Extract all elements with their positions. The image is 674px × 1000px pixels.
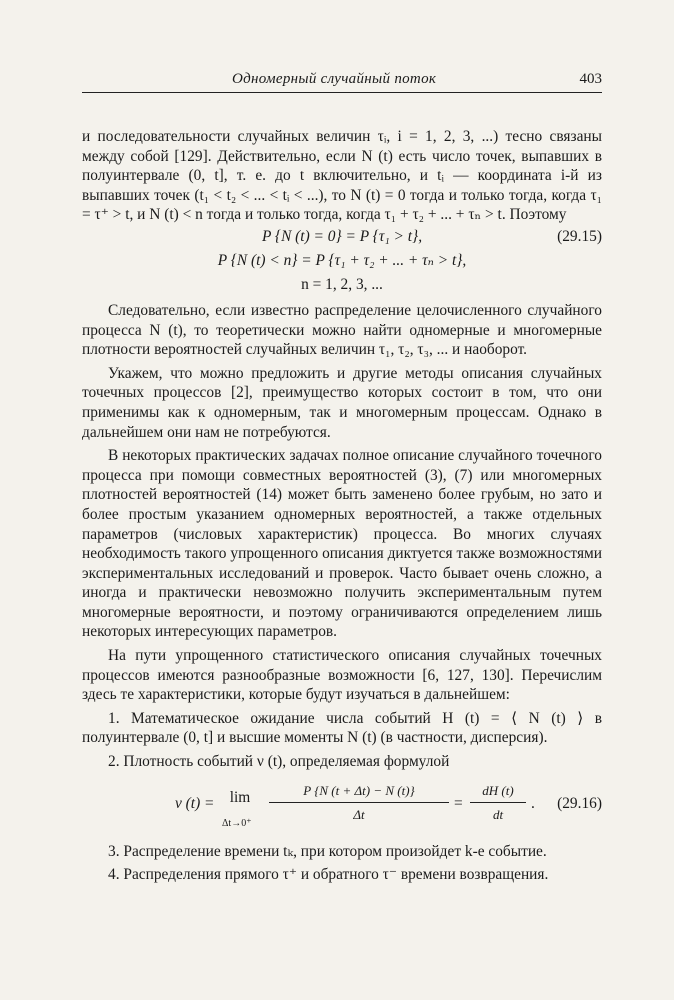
running-title: Одномерный случайный поток [232, 71, 437, 87]
paragraph: Укажем, что можно предложить и другие методы описания случайных точечных процессов [2], преимущество которых состоит в том, что они применимы как к одномерным, так и многомерным процессам. Однако в дальнейшем они нам не потребуются. [82, 364, 602, 441]
page-number: 403 [579, 71, 602, 87]
paragraph: В некоторых практических задачах полное описание случайного точечного процесса при помощи совместных вероятностей (3), (7) или многомерных плотностей вероятностей (14) может быть заменено более грубым, но зато и более простым указанием одномерных вероятностей, а также отдельных параметров (числовых характеристик) процесса. Во многих случаях необходимость такого упрощенного описания диктуется также возможностями экспериментальных исследований и проверок. Часто бывает очень сложно, а иногда и практически невозможно получить экспериментальным путем многомерные вероятности, и поэтому ограничиваются определением лишь некоторых интересующих параметров. [82, 447, 602, 641]
list-item: 2. Плотность событий ν (t), определяемая формулой [108, 753, 450, 771]
equals-sign: = [454, 794, 463, 812]
list-item: 4. Распределения прямого τ⁺ и обратного τ⁻ времени возвращения. [108, 866, 549, 884]
equation-29-15-line2 [82, 249, 602, 273]
fraction-denominator: Δt [353, 807, 365, 823]
limit-subscript: Δt→0⁺ [222, 817, 252, 829]
equation-text: n = 1, 2, 3, ... [301, 275, 383, 293]
paragraph: Следовательно, если известно распределение целочисленного случайного процесса N (t), то теоретически можно найти одномерные и многомерные плотности вероятностей случайных величин τ₁, τ₂, τ₃, ... и наоборот. [82, 301, 602, 359]
equation-number: (29.15) [557, 227, 602, 245]
equation-text: P {N (t) < n} = P {τ₁ + τ₂ + ... + τₙ > t}, [217, 251, 467, 269]
equation-29-15-line3 [82, 273, 602, 297]
header-rule [82, 92, 602, 93]
fraction-2 [470, 781, 526, 825]
paragraph-continuation: и последовательности случайных величин τᵢ, i = 1, 2, 3, ...) тесно связаны между собой [129]. Действительно, если N (t) есть число точек, выпавших в полуинтервале (0, t], т. е. до t включительно, и tᵢ — координата i-й из выпавших точек (t₁ < t₂ < ... < tᵢ < ...), то N (t) = 0 тогда и только тогда, когда τ₁ = τ⁺ > t, и N (t) < n тогда и только тогда, когда τ₁ + τ₂ + ... + τₙ > t. Поэтому [82, 128, 602, 224]
equation-text: P {N (t) = 0} = P {τ₁ > t}, [261, 227, 423, 245]
equation-29-16 [82, 778, 602, 836]
equation-lhs: ν (t) = [175, 794, 215, 812]
running-header [82, 71, 602, 93]
fraction-numerator: dH (t) [482, 782, 514, 798]
equation-end: . [531, 794, 535, 812]
list-item: 1. Математическое ожидание числа событий H (t) = ⟨ N (t) ⟩ в полуинтервале (0, t] и высшие моменты N (t) (в частности, дисперсия). [82, 709, 602, 747]
fraction-denominator: dt [492, 807, 504, 823]
paragraph: На пути упрощенного статистического описания случайных точечных процессов имеются разнообразные возможности [6, 127, 130]. Перечислим здесь те характеристики, которые будут изучаться в дальнейшем: [82, 647, 602, 704]
list-item: 3. Распределение времени tₖ, при котором произойдет k-е событие. [108, 842, 547, 860]
equation-29-15-line1 [82, 225, 602, 249]
fraction-numerator: P {N (t + Δt) − N (t)} [303, 782, 415, 798]
limit-operator: lim [229, 788, 251, 806]
fraction-bar [269, 802, 449, 803]
equation-number: (29.16) [557, 794, 602, 812]
fraction-bar [470, 802, 526, 803]
fraction-1 [269, 781, 449, 825]
page-body [82, 127, 602, 885]
